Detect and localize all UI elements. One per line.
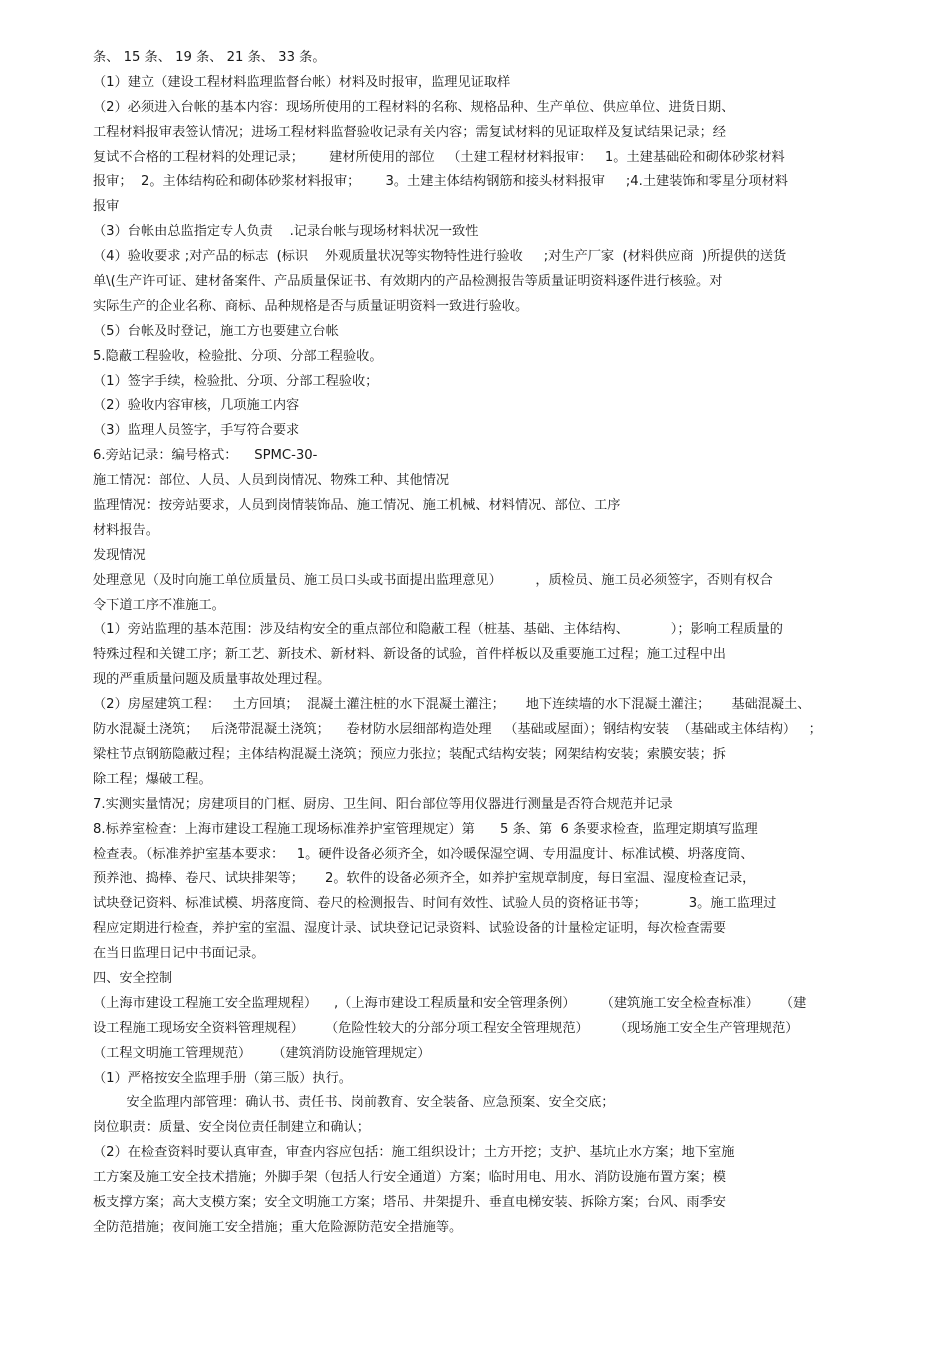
text-line: 处理意见（及时向施工单位质量员、施工员口头或书面提出监理意见） ，质检员、施工员必须签字，否则有权合 <box>93 572 773 588</box>
text-line: 报审； 2。主体结构砼和砌体砂浆材料报审； 3。土建主体结构钢筋和接头材料报审 ;4.土建装饰和零星分项材料 <box>93 174 788 190</box>
text-line: 6.旁站记录：编号格式： SPMC-30- <box>93 448 318 464</box>
text-line: （2）必须进入台帐的基本内容：现场所使用的工程材料的名称、规格品种、生产单位、供应单位、进货日期、 <box>93 99 735 115</box>
text-line: 监理情况：按旁站要求，人员到岗情装饰品、施工情况、施工机械、材料情况、部位、工序 <box>93 498 621 514</box>
text-line: 实际生产的企业名称、商标、品种规格是否与质量证明资料一致进行验收。 <box>93 298 529 314</box>
text-line: 工程材料报审表签认情况；进场工程材料监督验收记录有关内容；需复试材料的见证取样及复试结果记录；经 <box>93 124 726 140</box>
text-line: 发现情况 <box>93 547 146 563</box>
text-line: 令下道工序不准施工。 <box>93 597 225 613</box>
text-line: 材料报告。 <box>93 522 159 538</box>
text-line: 设工程施工现场安全资料管理规程） （危险性较大的分部分项工程安全管理规范） （现场施工安全生产管理规范） <box>93 1020 799 1036</box>
text-line: 工方案及施工安全技术措施；外脚手架（包括人行安全通道）方案；临时用电、用水、消防设施布置方案；模 <box>93 1170 726 1186</box>
text-line: 条、 15 条、 19 条、 21 条、 33 条。 <box>93 50 326 65</box>
text-line: （工程文明施工管理规范） （建筑消防设施管理规定） <box>93 1045 431 1061</box>
text-line: 除工程；爆破工程。 <box>93 771 212 787</box>
text-line: 复试不合格的工程材料的处理记录； 建材所使用的部位 （土建工程材材料报审： 1。土建基础砼和砌体砂浆材料 <box>93 149 785 165</box>
text-line: 安全监理内部管理：确认书、责任书、岗前教育、安全装备、应急预案、安全交底； <box>93 1095 615 1111</box>
text-line: 四、安全控制 <box>93 970 173 986</box>
text-line: （5）台帐及时登记，施工方也要建立台帐 <box>93 323 339 339</box>
text-line: （2）验收内容审核，几项施工内容 <box>93 398 300 414</box>
text-line: （3）监理人员签字，手写符合要求 <box>93 423 300 439</box>
text-line: 检查表。（标准养护室基本要求： 1。硬件设备必须齐全，如冷暖保湿空调、专用温度计、标准试模、坍落度筒、 <box>93 846 754 862</box>
text-line: （1）建立（建设工程材料监理监督台帐）材料及时报审，监理见证取样 <box>93 74 511 90</box>
text-line: （1）严格按安全监理手册（第三版）执行。 <box>93 1070 352 1086</box>
text-line: （上海市建设工程施工安全监理规程） ,（上海市建设工程质量和安全管理条例） （建筑施工安全检查标准） （建 <box>93 995 807 1011</box>
text-line: （1）签字手续，检验批、分项、分部工程验收； <box>93 373 379 389</box>
text-line: （2）在检查资料时要认真审查，审查内容应包括：施工组织设计；土方开挖；支护、基坑止水方案；地下室施 <box>93 1145 735 1161</box>
text-line: 防水混凝土浇筑； 后浇带混凝土浇筑； 卷材防水层细部构造处理 （基础或屋面）；钢结构安装 （基础或主体结构） ； <box>93 722 822 738</box>
text-line: （2）房屋建筑工程： 土方回填； 混凝土灌注桩的水下混凝土灌注； 地下连续墙的水下混凝土灌注； 基础混凝土、 <box>93 697 811 713</box>
text-line: 梁柱节点钢筋隐蔽过程；主体结构混凝土浇筑；预应力张拉；装配式结构安装；网架结构安装；索膜安装；拆 <box>93 746 726 762</box>
text-line: 7.实测实量情况；房建项目的门框、厨房、卫生间、阳台部位等用仪器进行测量是否符合规范并记录 <box>93 796 673 812</box>
text-line: 报审 <box>93 199 120 215</box>
text-line: 8.标养室检查：上海市建设工程施工现场标准养护室管理规定）第 5 条、第 6 条要求检查，监理定期填写监理 <box>93 821 758 837</box>
text-line: 现的严重质量问题及质量事故处理过程。 <box>93 672 331 688</box>
text-line: 施工情况：部位、人员、人员到岗情况、物殊工种、其他情况 <box>93 473 450 489</box>
text-line: 5.隐蔽工程验收，检验批、分项、分部工程验收。 <box>93 348 383 364</box>
text-line: 板支撑方案；高大支模方案；安全文明施工方案；塔吊、井架提升、垂直电梯安装、拆除方案；台风、雨季安 <box>93 1194 726 1210</box>
text-line: （3）台帐由总监指定专人负责 .记录台帐与现场材料状况一致性 <box>93 224 479 240</box>
document-body <box>93 46 908 1241</box>
text-line: 岗位职责：质量、安全岗位责任制建立和确认； <box>93 1120 370 1136</box>
text-line: （1）旁站监理的基本范围：涉及结构安全的重点部位和隐蔽工程（桩基、基础、主体结构、 ）；影响工程质量的 <box>93 622 783 638</box>
text-line: 特殊过程和关键工序；新工艺、新技术、新材料、新设备的试验，首件样板以及重要施工过程；施工过程中出 <box>93 647 726 663</box>
text-line: 在当日监理日记中书面记录。 <box>93 946 265 962</box>
text-line: （4）验收要求 ;对产品的标志 (标识 外观质量状况等实物特性进行验收 ;对生产厂家 (材料供应商 )所提供的送货 <box>93 249 787 265</box>
text-line: 单\(生产许可证、建材备案件、产品质量保证书、有效期内的产品检测报告等质量证明资料逐件进行核验。对 <box>93 274 723 290</box>
text-line: 全防范措施；夜间施工安全措施；重大危险源防范安全措施等。 <box>93 1219 463 1235</box>
text-line: 试块登记资料、标准试模、坍落度筒、卷尺的检测报告、时间有效性、试验人员的资格证书等； 3。施工监理过 <box>93 896 777 912</box>
text-line: 程应定期进行检查，养护室的室温、湿度计录、试块登记记录资料、试验设备的计量检定证明，每次检查需要 <box>93 921 726 937</box>
text-line: 预养池、捣棒、卷尺、试块排架等； 2。软件的设备必须齐全，如养护室规章制度，每日室温、湿度检查记录， <box>93 871 756 887</box>
